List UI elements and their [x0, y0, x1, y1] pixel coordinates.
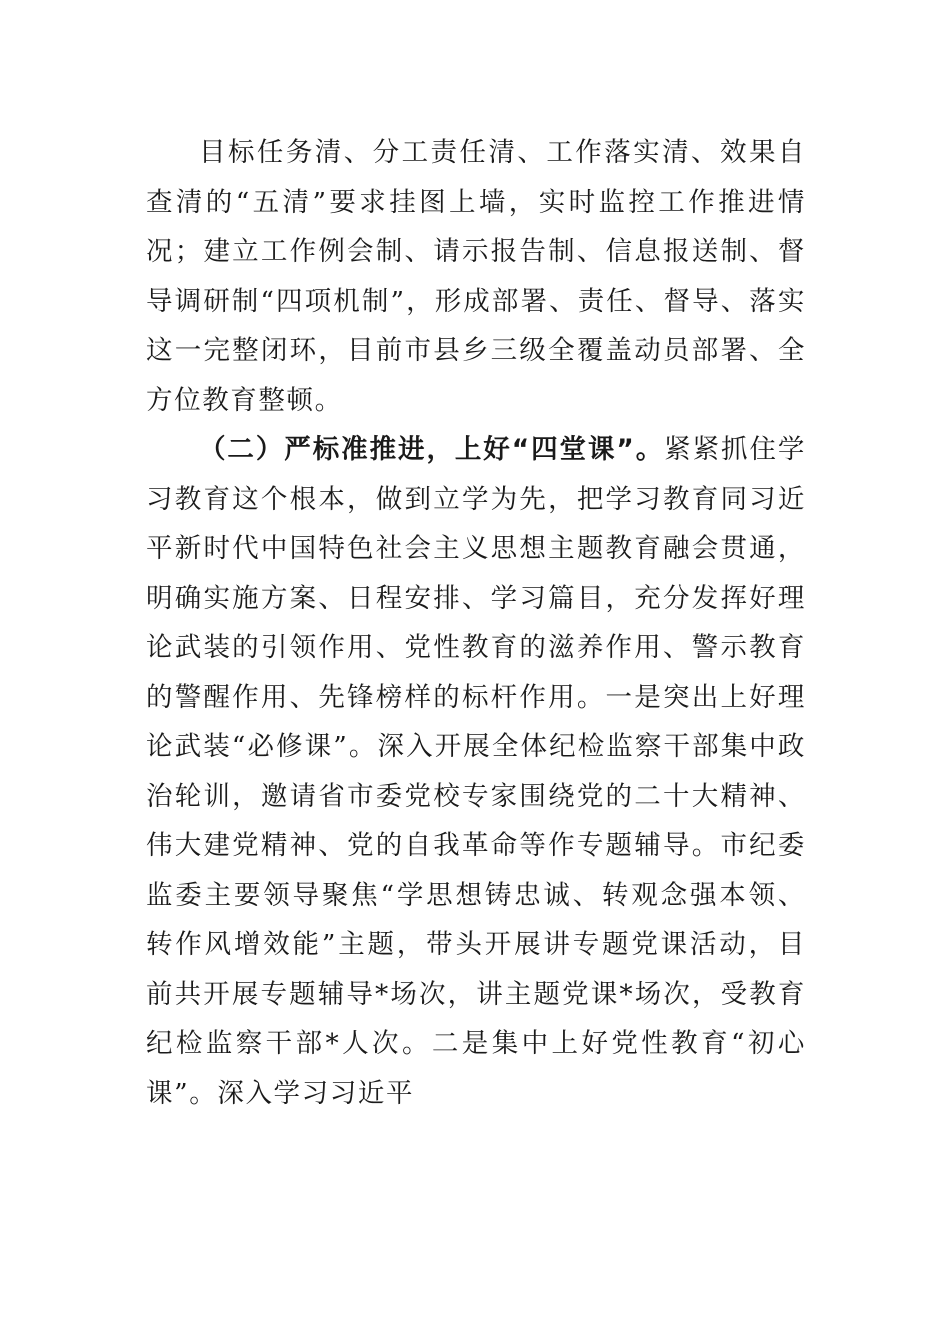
paragraph-1 — [146, 128, 806, 425]
paragraph-2 — [146, 425, 806, 1118]
paragraph-1-text: 目标任务清、分工责任清、工作落实清、效果自查清的“五清”要求挂图上墙，实时监控工作推进情况；建立工作例会制、请示报告制、信息报送制、督导调研制“四项机制”，形成部署、责任、督导、落实这一完整闭环，目前市县乡三级全覆盖动员部署、全方位教育整顿。 — [146, 137, 806, 416]
paragraph-2-text: 紧紧抓住学习教育这个根本，做到立学为先，把学习教育同习近平新时代中国特色社会主义思想主题教育融会贯通，明确实施方案、日程安排、学习篇目，充分发挥好理论武装的引领作用、党性教育的滋养作用、警示教育的警醒作用、先锋榜样的标杆作用。一是突出上好理论武装“必修课”。深入开展全体纪检监察干部集中政治轮训，邀请省市委党校专家围绕党的二十大精神、伟大建党精神、党的自我革命等作专题辅导。市纪委监委主要领导聚焦“学思想铸忠诚、转观念强本领、转作风增效能”主题，带头开展讲专题党课活动，目前共开展专题辅导*场次，讲主题党课*场次，受教育纪检监察干部*人次。二是集中上好党性教育“初心课”。深入学习习近平 — [146, 434, 806, 1109]
body-text — [146, 128, 806, 1118]
section-heading: （二）严标准推进，上好“四堂课”。 — [199, 434, 665, 465]
